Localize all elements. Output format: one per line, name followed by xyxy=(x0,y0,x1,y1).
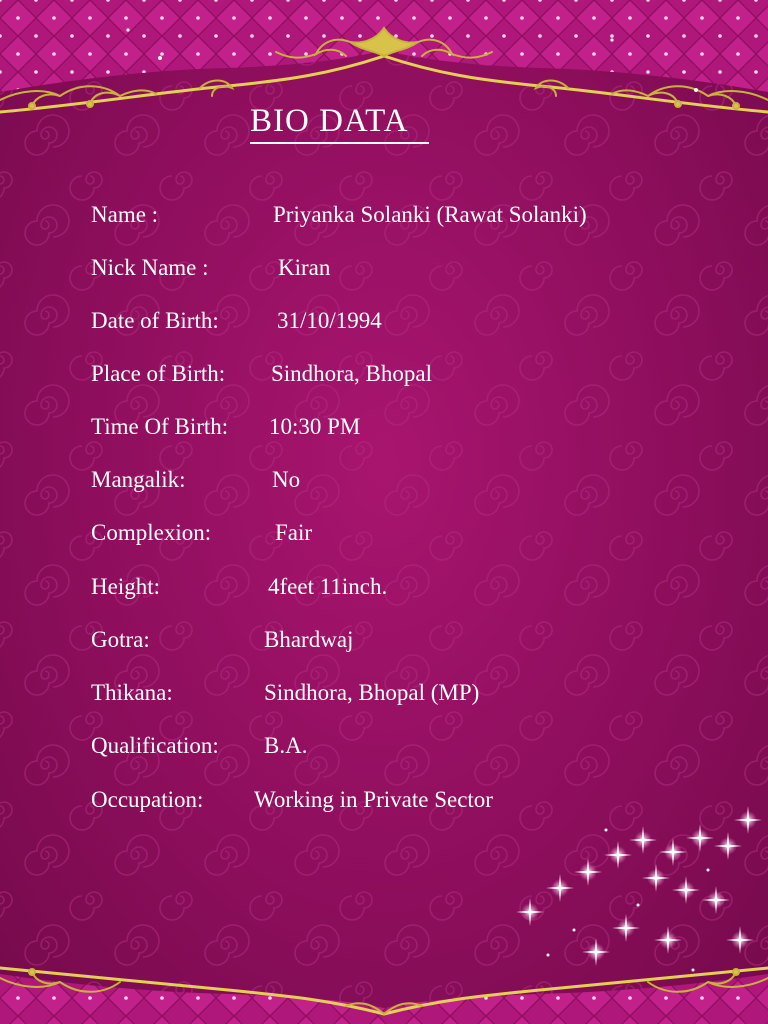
field-label: Mangalik: xyxy=(91,467,186,492)
field-value: 10:30 PM xyxy=(269,414,361,439)
field-value: Sindhora, Bhopal (MP) xyxy=(264,680,480,705)
field-row-height xyxy=(91,571,731,603)
field-row-occupation xyxy=(91,784,731,816)
field-label: Place of Birth: xyxy=(91,361,226,386)
field-value: 31/10/1994 xyxy=(277,308,382,333)
field-label: Complexion: xyxy=(91,520,212,545)
field-value: Working in Private Sector xyxy=(254,787,493,812)
field-label: Thikana: xyxy=(91,680,173,705)
field-label: Nick Name : xyxy=(91,255,209,280)
field-row-gotra xyxy=(91,624,731,656)
field-row-thikana xyxy=(91,677,731,709)
field-value: Bhardwaj xyxy=(264,627,354,652)
field-value: 4feet 11inch. xyxy=(268,574,388,599)
field-label: Gotra: xyxy=(91,627,150,652)
field-value: B.A. xyxy=(264,733,308,758)
field-row-nick-name xyxy=(91,252,731,284)
field-row-time-of-birth xyxy=(91,411,731,443)
field-row-name xyxy=(91,199,731,231)
field-label: Occupation: xyxy=(91,787,204,812)
field-label: Time Of Birth: xyxy=(91,414,229,439)
field-value: Sindhora, Bhopal xyxy=(271,361,432,386)
field-value: Priyanka Solanki (Rawat Solanki) xyxy=(273,202,587,227)
page-title: BIO DATA xyxy=(250,103,409,139)
field-row-qualification xyxy=(91,730,731,762)
field-row-place-of-birth xyxy=(91,358,731,390)
field-label: Date of Birth: xyxy=(91,308,219,333)
field-row-date-of-birth xyxy=(91,305,731,337)
field-label: Height: xyxy=(91,574,160,599)
field-value: No xyxy=(272,467,301,492)
sparkle-stars xyxy=(478,790,768,990)
field-value: Fair xyxy=(275,520,313,545)
field-row-complexion xyxy=(91,517,731,549)
field-label: Name : xyxy=(91,202,159,227)
field-row-mangalik xyxy=(91,464,731,496)
field-label: Qualification: xyxy=(91,733,219,758)
field-value: Kiran xyxy=(278,255,331,280)
title-underline xyxy=(250,142,429,144)
